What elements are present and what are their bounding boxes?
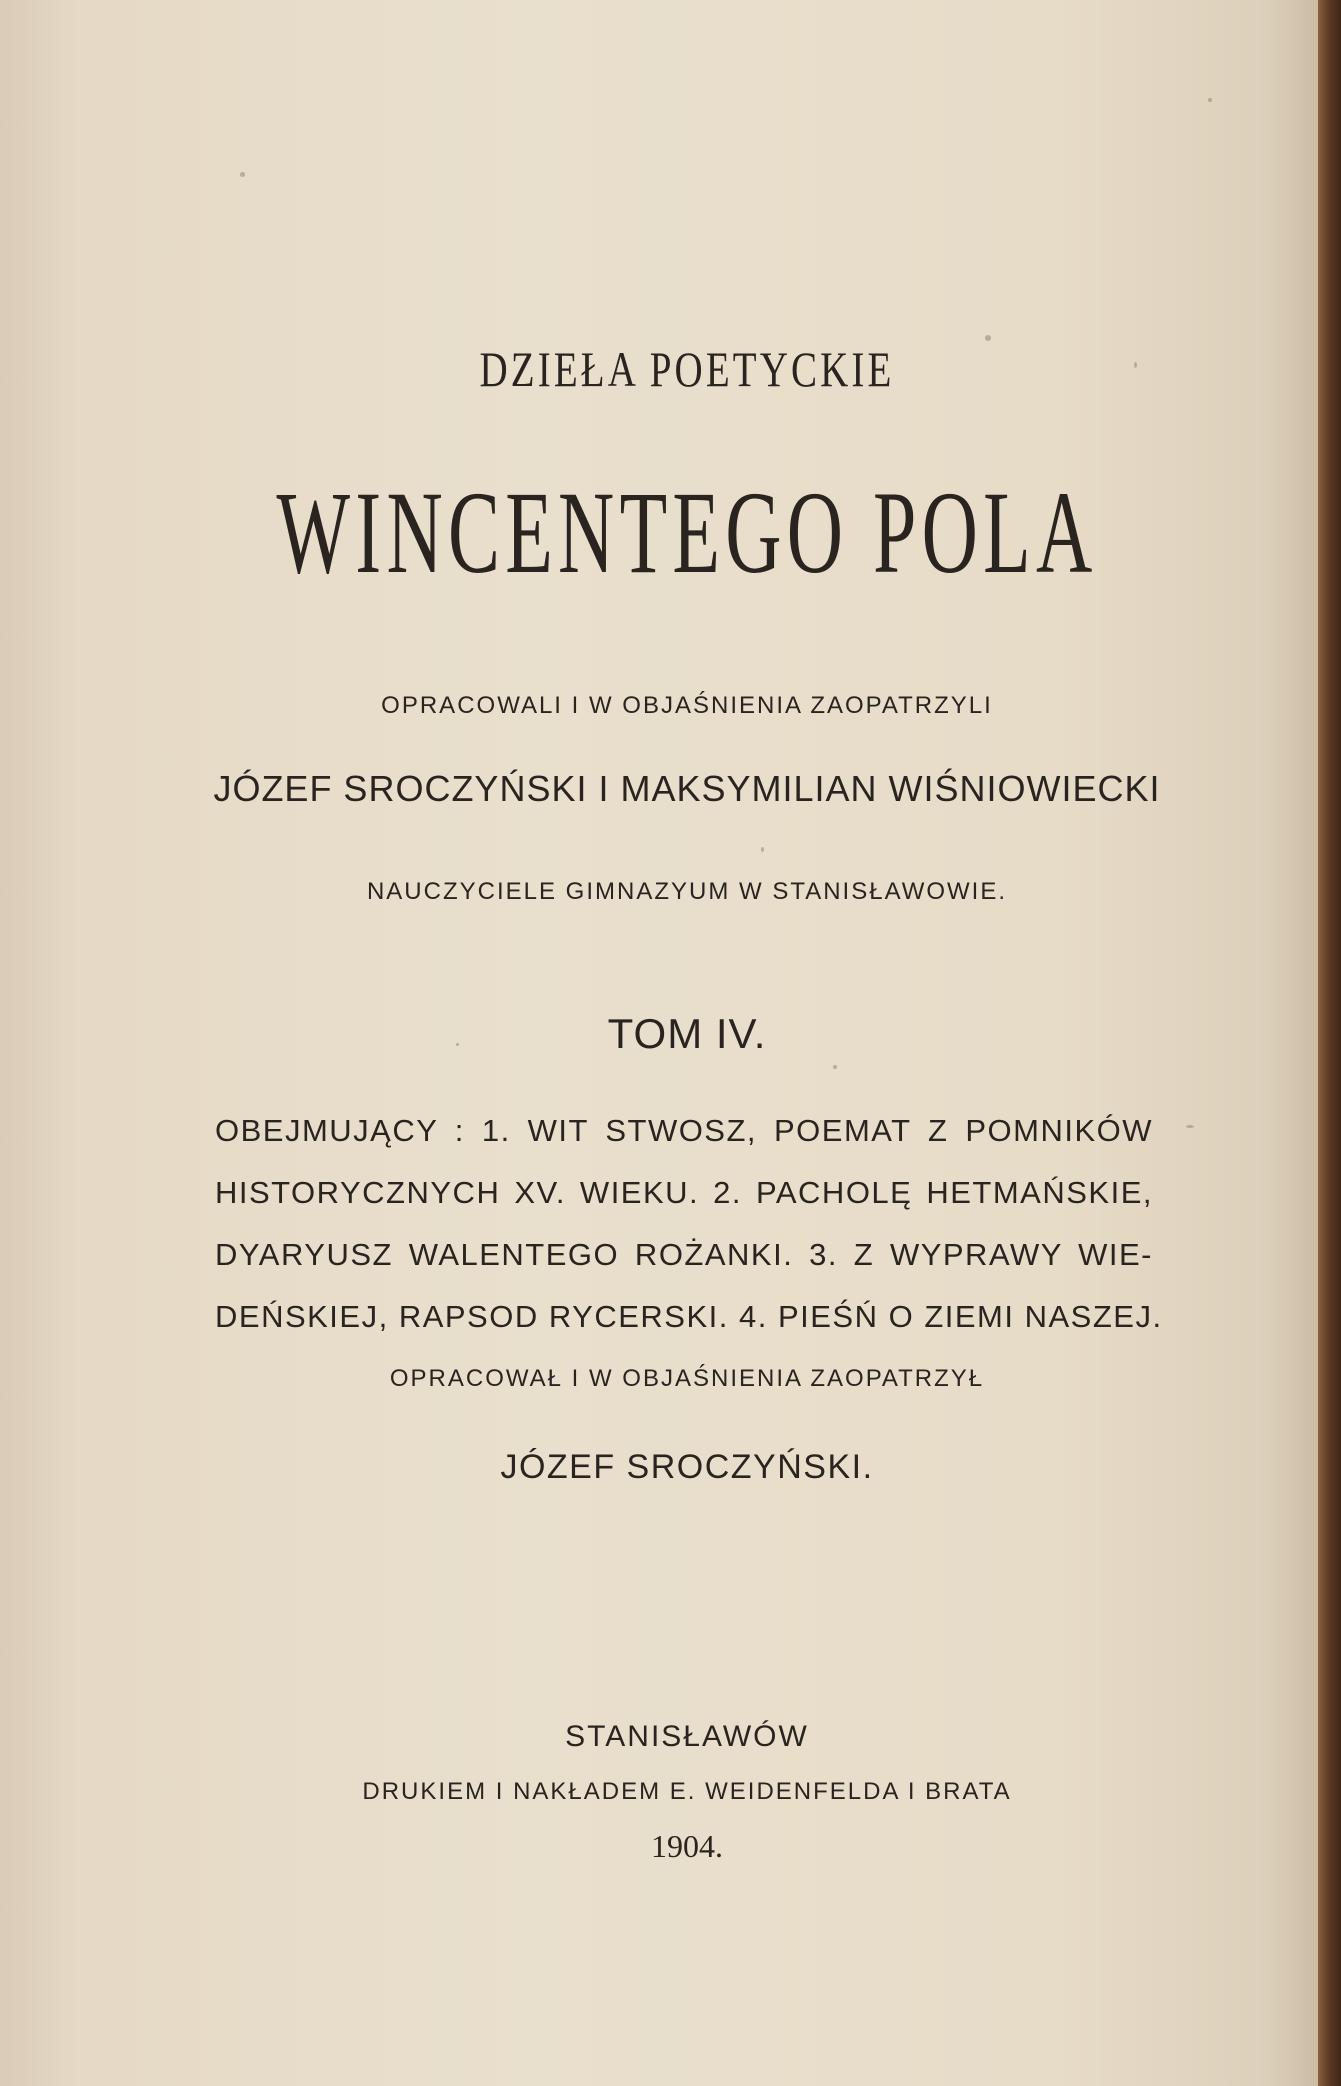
paper-speck bbox=[1134, 362, 1137, 368]
contents-line: OBEJMUJĄCY : 1. WIT STWOSZ, POEMAT Z POMNIKÓW bbox=[215, 1113, 1153, 1148]
title-line-author: WINCENTEGO POLA bbox=[276, 467, 1098, 598]
paper-speck bbox=[456, 1043, 459, 1046]
paper-speck bbox=[1186, 1125, 1194, 1128]
imprint-printer: DRUKIEM I NAKŁADEM E. WEIDENFELDA I BRATA bbox=[362, 1778, 1012, 1805]
editors-role: NAUCZYCIELE GIMNAZYUM W STANISŁAWOWIE. bbox=[366, 878, 1008, 905]
volume-editor-name: JÓZEF SROCZYŃSKI. bbox=[500, 1448, 874, 1486]
paper-speck bbox=[833, 1065, 837, 1069]
paper-speck bbox=[1208, 98, 1212, 102]
paper-speck bbox=[761, 847, 764, 852]
imprint-place: STANISŁAWÓW bbox=[565, 1720, 809, 1753]
contents-line: DYARYUSZ WALENTEGO ROŻANKI. 3. Z WYPRAWY WIE- bbox=[215, 1237, 1153, 1272]
editors-intro: OPRACOWALI I W OBJAŚNIENIA ZAOPATRZYLI bbox=[381, 692, 993, 719]
title-line-works: DZIEŁA POETYCKIE bbox=[479, 341, 895, 397]
paper-speck bbox=[240, 172, 245, 177]
book-edge bbox=[1318, 0, 1341, 2086]
contents-line: DEŃSKIEJ, RAPSOD RYCERSKI. 4. PIEŚŃ O ZIEMI NASZEJ. bbox=[215, 1299, 1163, 1334]
contents-line: HISTORYCZNYCH XV. WIEKU. 2. PACHOLĘ HETMAŃSKIE, bbox=[215, 1175, 1153, 1210]
volume-editor-intro: OPRACOWAŁ I W OBJAŚNIENIA ZAOPATRZYŁ bbox=[389, 1365, 985, 1392]
editors-names: JÓZEF SROCZYŃSKI I MAKSYMILIAN WIŚNIOWIECKI bbox=[213, 768, 1161, 809]
volume-number: TOM IV. bbox=[607, 1010, 767, 1057]
contents-block bbox=[215, 1100, 1163, 1348]
imprint-year: 1904. bbox=[651, 1828, 723, 1864]
paper-speck bbox=[985, 335, 991, 341]
